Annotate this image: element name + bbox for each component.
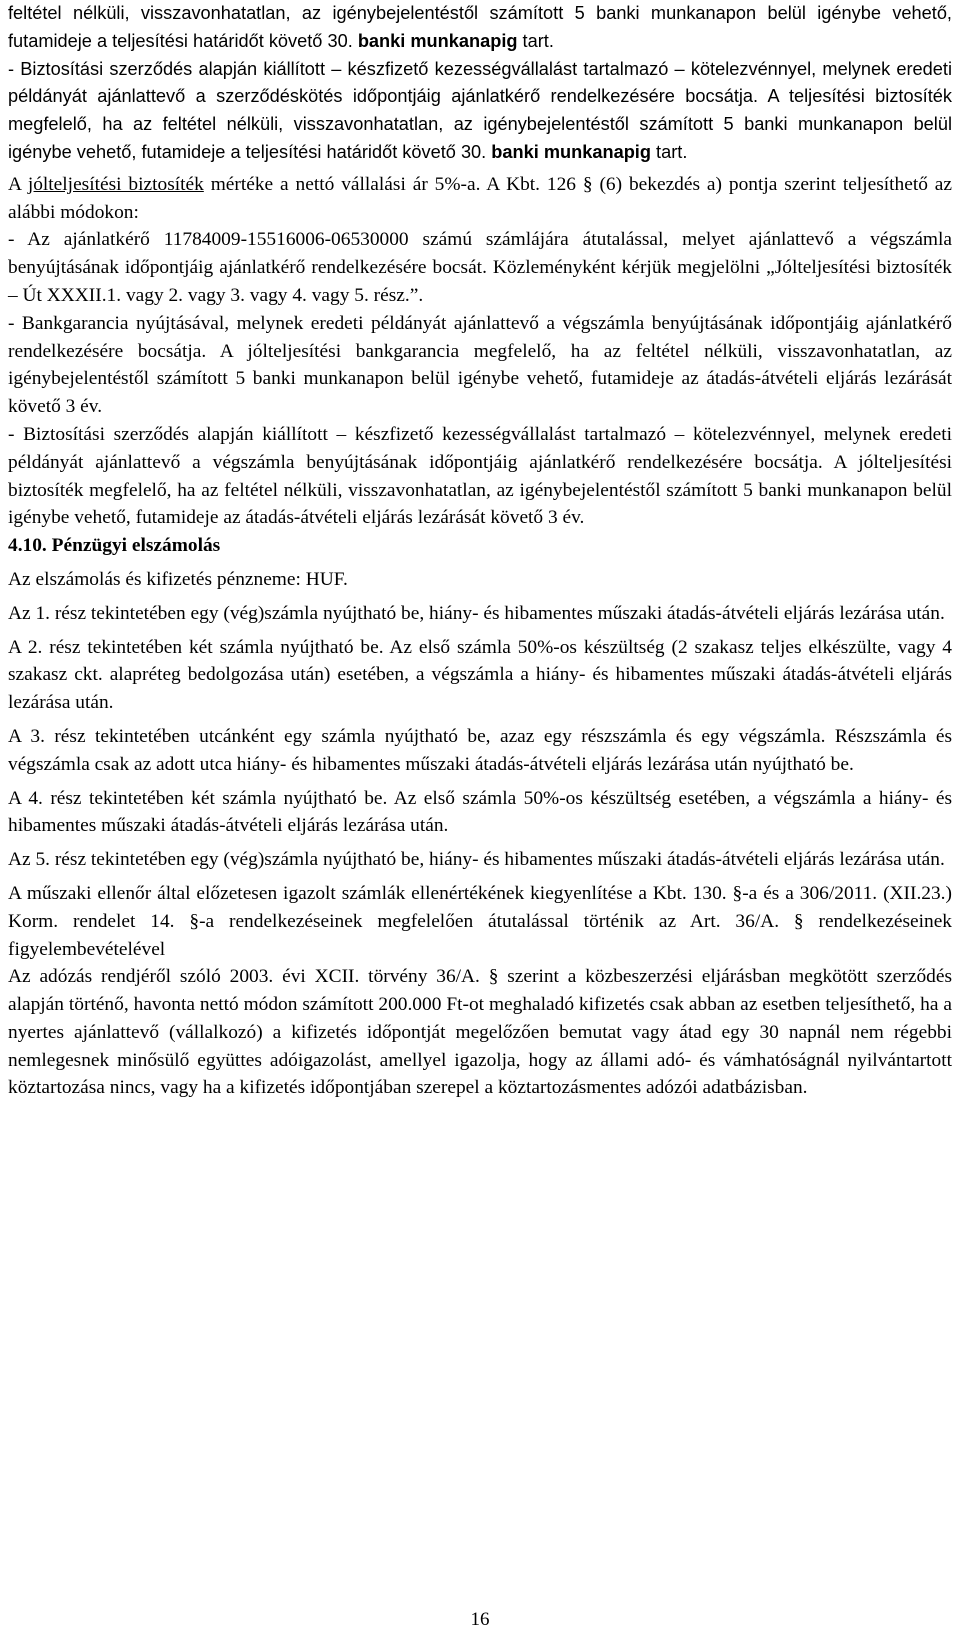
- page-number: 16: [470, 1609, 490, 1630]
- warranty-guarantee-intro: [8, 171, 952, 227]
- document-page: [8, 0, 952, 1646]
- payment-settlement: A műszaki ellenőr által előzetesen igazolt számlák ellenértékének kiegyenlítése a Kbt. 130. §-a és a 306/2011. (XII.23.) Korm. rendelet 14. §-a rendelkezéseinek megfelelően átutalással történik az Art. 36/A. § rendelkezéseinek figyelembevételével: [8, 882, 952, 960]
- terms-end: tart.: [517, 30, 554, 51]
- performance-guarantee-terms-tail: [8, 0, 952, 56]
- insurance-end: tart.: [650, 141, 688, 162]
- bank-guarantee-option: - Bankgarancia nyújtásával, melynek eredeti példányát ajánlattevő a végszámla benyújtásának időpontjáig ajánlatkérő rendelkezésére bocsátja. A jólteljesítési bankgarancia megfelelő, ha az feltétel nélküli, visszavonhatatlan, az igénybejelentéstől számított 5 banki munkanapon belül igénybe vehető, futamideje az átadás-átvételi eljárás lezárását követő 3 év.: [8, 312, 952, 418]
- insurance-warranty-option: - Biztosítási szerződés alapján kiállított – készfizető kezességvállalást tartalmazó – kötelezvénnyel, melynek eredeti példányát ajánlattevő a végszámla benyújtásának időpontjáig ajánlatkérő rendelkezésére bocsátja. A jólteljesítési biztosíték megfelelő, ha az feltétel nélküli, visszavonhatatlan, az igénybejelentéstől számított 5 banki munkanapon belül igénybe vehető, futamideje az átadás-átvételi eljárás lezárását követő 3 év.: [8, 423, 952, 529]
- currency-paragraph: Az elszámolás és kifizetés pénzneme: HUF.: [8, 568, 348, 590]
- insurance-text: - Biztosítási szerződés alapján kiállított – készfizető kezességvállalást tartalmazó – kötelezvénnyel, melynek eredeti példányát ajánlattevő a szerződéskötés időpontjáig ajánlatkérő rendelkezésére bocsátja. A teljesítési biztosíték megfelelő, ha az feltétel nélküli, visszavonhatatlan, az igénybejelentéstől számított 5 banki munkanapon belül igénybe vehető, futamideje a teljesítési határidőt követő 30.: [8, 58, 952, 162]
- part-5-invoicing: Az 5. rész tekintetében egy (vég)számla nyújtható be, hiány- és hibamentes műszaki átadás-átvételi eljárás lezárása után.: [8, 849, 945, 871]
- bank-transfer-option: - Az ajánlatkérő 11784009-15516006-06530000 számú számlájára átutalással, melyet ajánlattevő a végszámla benyújtásának időpontjáig ajánlatkérő rendelkezésére bocsát. Közleményként kérjük megjelölni „Jólteljesítési biztosíték – Út XXXII.1. vagy 2. vagy 3. vagy 4. vagy 5. rész.”.: [8, 229, 952, 306]
- terms-text: feltétel nélküli, visszavonhatatlan, az igénybejelentéstől számított 5 banki munkanapon belül igénybe vehető, futamideje a teljesítési határidőt követő 30.: [8, 3, 952, 51]
- part-4-invoicing: A 4. rész tekintetében két számla nyújtható be. Az első számla 50%-os készültség esetében, a végszámla a hiány- és hibamentes műszaki átadás-átvételi eljárás lezárása után.: [8, 787, 952, 837]
- section-heading: 4.10. Pénzügyi elszámolás: [8, 535, 221, 557]
- warranty-intro-rest: mértéke a nettó vállalási ár 5%-a. A Kbt. 126 § (6) bekezdés a) pontja szerint teljesíthető az alábbi módokon:: [8, 173, 953, 223]
- part-2-invoicing: A 2. rész tekintetében két számla nyújtható be. Az első számla 50%-os készültség (2 szakasz teljes elkészülte, vagy 4 szakasz ckt. alapréteg bedolgozása után) esetében, a végszámla a hiány- és hibamentes műszaki átadás-átvételi eljárás lezárása után.: [8, 636, 952, 714]
- insurance-bold: banki munkanapig: [491, 141, 651, 162]
- part-1-invoicing: Az 1. rész tekintetében egy (vég)számla nyújtható be, hiány- és hibamentes műszaki átadás-átvételi eljárás lezárása után.: [8, 602, 945, 624]
- terms-bold: banki munkanapig: [357, 30, 518, 51]
- tax-certificate-requirement: Az adózás rendjéről szóló 2003. évi XCII. törvény 36/A. § szerint a közbeszerzési eljárásban megkötött szerződés alapján történő, havonta nettó módon számított 200.000 Ft-ot meghaladó kifizetés csak abban az esetben teljesíthető, ha a nyertes ajánlattevő (vállalkozó) a kifizetés időpontját megelőzően bemutat vagy átad egy 30 napnál nem régebbi nemlegesnek minősülő együttes adóigazolást, amellyel igazolja, hogy az állami adó- és vámhatóságnál nyilvántartott köztartozása nincs, vagy ha a kifizetés időpontjában szerepel a köztartozásmentes adózói adatbázisban.: [8, 966, 952, 1099]
- insurance-performance-guarantee: [8, 56, 952, 167]
- warranty-term: jólteljesítési biztosíték: [27, 173, 204, 195]
- part-3-invoicing: A 3. rész tekintetében utcánként egy számla nyújtható be, azaz egy részszámla és egy végszámla. Részszámla és végszámla csak az adott utca hiány- és hibamentes műszaki átadás-átvételi eljárás lezárása után nyújtható be.: [8, 725, 952, 775]
- warranty-intro-start: A: [8, 173, 28, 195]
